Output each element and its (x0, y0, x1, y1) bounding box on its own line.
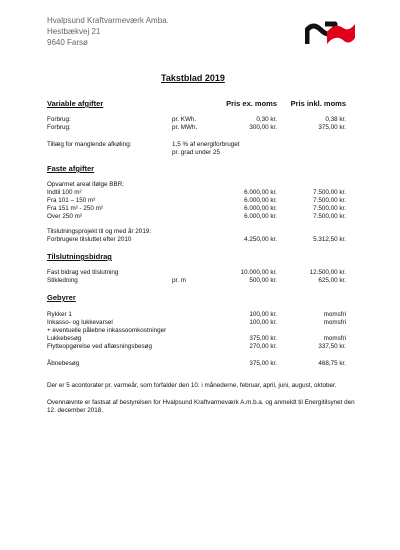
row-label: Fra 101 – 150 m² (47, 197, 96, 204)
approval-note: Ovennævnte er fastsat af bestyrelsen for Hvalpsund Kraftvarmeværk A.m.b.a. og anmeldt til Energitilsynet den 12. december 2018. (47, 399, 355, 414)
project-price-incl: 5.312,50 kr. (313, 236, 346, 243)
section-heading-fixed: Faste afgifter (47, 164, 95, 173)
row-price-ex: 6.000,00 kr. (244, 197, 277, 204)
payment-note: Der er 5 acontorater pr. varmeår, som forfalder den 10. i månederne, februar, april, juni, august, oktober. (47, 382, 337, 389)
surcharge-text: 1,5 % af energiforbruget (172, 141, 240, 148)
row-label: Fast bidrag ved tilslutning (47, 269, 119, 276)
open-visit-label: Åbnebesøg (47, 360, 80, 367)
row-price-ex: 6.000,00 kr. (244, 213, 277, 220)
row-unit: pr. MWh. (172, 124, 198, 131)
column-header-incl: Pris inkl. moms (290, 99, 346, 108)
section-heading-variable: Variable afgifter (47, 99, 104, 108)
company-logo (305, 20, 357, 48)
row-price-incl: 0,38 kr. (325, 116, 346, 123)
page-title: Takstblad 2019 (161, 73, 225, 83)
row-price-ex: 6.000,00 kr. (244, 189, 277, 196)
row-price-incl: momsfri (323, 319, 346, 326)
company-name: Hvalpsund Kraftvarmeværk Amba. (47, 16, 169, 25)
row-unit: pr. KWh. (172, 116, 197, 123)
row-price-incl: 7.500,00 kr. (313, 205, 346, 212)
row-price-incl: 625,00 kr. (318, 277, 346, 284)
row-price-ex: 0,30 kr. (256, 116, 277, 123)
row-label: Fra 151 m² - 250 m² (47, 205, 103, 212)
company-street: Hestbækvej 21 (47, 27, 101, 36)
row-label: Flytteopgørelse ved aflæsningsbesøg (47, 343, 152, 350)
column-header-ex: Pris ex. moms (226, 99, 277, 108)
project-price-ex: 4.250,00 kr. (244, 236, 277, 243)
row-label: Indtil 100 m² (47, 189, 82, 196)
row-price-incl: 337,50 kr. (318, 343, 346, 350)
row-price-incl: 375,00 kr. (318, 124, 346, 131)
row-label: Forbrug: (47, 124, 71, 131)
row-label: Lukkebesøg (47, 335, 82, 342)
section-heading-connection: Tilslutningsbidrag (47, 252, 112, 261)
row-label: Rykker 1 (47, 311, 72, 318)
row-price-ex: 10.000,00 kr. (240, 269, 277, 276)
row-label: Stikledning (47, 277, 78, 284)
row-price-ex: 500,00 kr. (249, 277, 277, 284)
row-price-incl: momsfri (323, 335, 346, 342)
fixed-intro: Opvarmet areal ifølge BBR: (47, 181, 124, 188)
row-price-incl: 12.500,00 kr. (309, 269, 346, 276)
row-label: Forbrug: (47, 116, 71, 123)
surcharge-text: pr. grad under 25 (172, 149, 220, 156)
row-label: Inkasso- og lukkevarsel (47, 319, 113, 326)
surcharge-label: Tillæg for manglende afkøling: (47, 141, 132, 148)
open-visit-price-ex: 375,00 kr. (249, 360, 277, 367)
section-heading-fees: Gebyrer (47, 293, 76, 302)
project-label: Tilslutningsprojekt til og med år 2019: (47, 228, 152, 235)
row-price-incl: 7.500,00 kr. (313, 189, 346, 196)
row-price-incl: 7.500,00 kr. (313, 197, 346, 204)
row-price-ex: 6.000,00 kr. (244, 205, 277, 212)
project-label: Forbrugere tilsluttet efter 2010 (47, 236, 132, 243)
row-price-ex: 375,00 kr. (249, 335, 277, 342)
company-city: 9640 Farsø (47, 38, 88, 47)
row-label: Over 250 m² (47, 213, 82, 220)
row-price-incl: momsfri (323, 311, 346, 318)
row-price-incl: 7.500,00 kr. (313, 213, 346, 220)
row-price-ex: 300,00 kr. (249, 124, 277, 131)
row-label: + eventuelle pålebne inkassoomkostninger (47, 327, 167, 334)
open-visit-price-incl: 468,75 kr. (318, 360, 346, 367)
row-price-ex: 100,00 kr. (249, 319, 277, 326)
row-price-ex: 270,00 kr. (249, 343, 277, 350)
row-unit: pr. m (172, 277, 186, 284)
row-price-ex: 100,00 kr. (249, 311, 277, 318)
